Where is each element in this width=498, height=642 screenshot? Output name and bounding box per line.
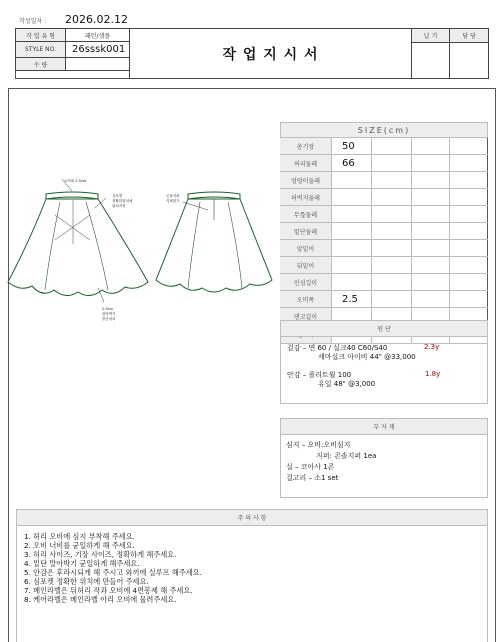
work-type-value: 패턴/샘플 (65, 28, 130, 42)
quantity-value (65, 57, 130, 71)
size-value[interactable] (332, 257, 372, 274)
size-label: 허리둘레 (280, 155, 332, 172)
note-item: 1. 허리 오비에 심지 부착해 주세요. (24, 532, 135, 541)
size-cell[interactable] (412, 172, 450, 189)
note-item: 2. 오비 너비를 균일하게 해 주세요. (24, 541, 135, 550)
size-cell[interactable] (450, 155, 488, 172)
note-item: 6. 심포켓 정확한 위치에 만들어 주세요. (24, 577, 149, 586)
size-title: SIZE(cm) (280, 122, 488, 138)
size-row (280, 189, 488, 206)
fabric-lining-line1: 안감 – 폴리트윌 100 (287, 371, 352, 379)
size-cell[interactable] (372, 274, 412, 291)
size-cell[interactable] (372, 257, 412, 274)
size-value[interactable]: 50 (332, 138, 372, 155)
front-callout-pocket-3: 위치지정 (112, 204, 126, 208)
size-cell[interactable] (412, 155, 450, 172)
size-cell[interactable] (372, 189, 412, 206)
trims-line2: 지퍼: 콘솔지퍼 1ea (316, 452, 377, 460)
fabric-main-qty: 2.3y (424, 343, 440, 351)
note-item: 8. 케어라벨은 메인라벨 아리 오비에 물려주세요. (24, 595, 177, 604)
size-row (280, 274, 488, 291)
front-waistband (46, 192, 98, 199)
front-callout-pocket-1: 심포켓 (112, 194, 123, 198)
size-cell[interactable] (412, 138, 450, 155)
note-item: 3. 허리 사이즈, 기장 사이즈, 정확하게 해주세요. (24, 550, 177, 559)
note-item: 7. 메인라벨은 뒤허리 작과 오비에 4면봉제 해 주세요. (24, 586, 193, 595)
size-cell[interactable] (372, 291, 412, 308)
size-row (280, 206, 488, 223)
size-cell[interactable] (372, 223, 412, 240)
notes-title: 주 의 사 항 (16, 509, 488, 526)
trims-line4: 걸고리 – 소1 set (286, 474, 339, 482)
size-cell[interactable] (450, 257, 488, 274)
size-value[interactable] (332, 274, 372, 291)
size-row (280, 138, 488, 155)
approval-due-stamp[interactable] (411, 42, 450, 79)
size-row (280, 240, 488, 257)
size-cell[interactable] (450, 291, 488, 308)
size-cell[interactable] (412, 240, 450, 257)
size-row (280, 257, 488, 274)
trims-line3: 실 – 코아사 1콘 (286, 463, 335, 471)
size-value[interactable]: 2.5 (332, 291, 372, 308)
size-label: 무릎둘레 (280, 206, 332, 223)
size-cell[interactable] (412, 189, 450, 206)
size-label: 총기장 (280, 138, 332, 155)
size-cell[interactable] (412, 291, 450, 308)
document-title: 작 업 지 시 서 (129, 28, 412, 79)
size-cell[interactable] (372, 240, 412, 257)
size-value[interactable] (332, 240, 372, 257)
style-no-value: 26sssk001 (65, 41, 130, 58)
size-cell[interactable] (450, 189, 488, 206)
size-row (280, 172, 488, 189)
fabric-main-line2: 세마실크 아이비 44" @33,000 (318, 353, 416, 361)
size-value[interactable] (332, 223, 372, 240)
size-cell[interactable] (412, 223, 450, 240)
approval-owner-stamp[interactable] (449, 42, 489, 79)
size-label: 허벅지둘레 (280, 189, 332, 206)
size-cell[interactable] (450, 172, 488, 189)
front-view (8, 192, 148, 296)
size-label: 밑단둘레 (280, 223, 332, 240)
size-value[interactable] (332, 172, 372, 189)
size-cell[interactable] (450, 240, 488, 257)
front-callout-hem-2: 말아박기 (102, 312, 116, 316)
size-row (280, 223, 488, 240)
size-value[interactable]: 66 (332, 155, 372, 172)
size-cell[interactable] (450, 223, 488, 240)
back-callout-zipper-2: 지퍼달기 (166, 199, 180, 203)
front-callout-pocket-2: 정확한위치에 (112, 199, 133, 203)
size-label: 인심길이 (280, 274, 332, 291)
approval-due-label: 납 기 (411, 28, 450, 43)
note-item: 4. 밑단 말아박기 균일하게 해주세요. (24, 559, 140, 568)
size-cell[interactable] (450, 206, 488, 223)
size-label: 오비폭 (280, 291, 332, 308)
size-row (280, 291, 488, 308)
size-cell[interactable] (412, 274, 450, 291)
size-label: 앞밑이 (280, 240, 332, 257)
front-callout-hem-1: 2.5cm (102, 307, 113, 311)
size-cell[interactable] (372, 206, 412, 223)
size-cell[interactable] (450, 274, 488, 291)
back-callout-zipper-1: 콘솔지퍼 (166, 194, 180, 198)
skirt-sketch (0, 160, 278, 330)
front-callout-hem-3: 밑단처리 (102, 317, 116, 321)
back-waistband (188, 192, 240, 199)
size-cell[interactable] (450, 138, 488, 155)
size-row (280, 155, 488, 172)
fabric-lining-line2: 유일 48" @3,000 (318, 380, 376, 388)
trims-line1: 심지 – 오비:오비심지 (286, 441, 351, 449)
style-no-label: STYLE NO. (15, 41, 66, 58)
trims-title: 부 자 재 (280, 418, 488, 435)
quantity-label: 수 량 (15, 57, 66, 71)
back-view (156, 192, 272, 292)
note-item: 5. 안감은 후라시되게 해 주시고 와끼에 실루프 해주세요. (24, 568, 202, 577)
date-label: 작성일자 : (19, 18, 47, 25)
size-label: 뒤밑이 (280, 257, 332, 274)
date-value: 2026.02.12 (65, 13, 128, 26)
size-value[interactable] (332, 206, 372, 223)
size-cell[interactable] (412, 257, 450, 274)
work-type-label: 작 업 유 형 (15, 28, 66, 42)
size-value[interactable] (332, 189, 372, 206)
fabric-lining-qty: 1.8y (425, 370, 441, 378)
approval-owner-label: 담 당 (449, 28, 489, 43)
size-label: 엉덩이둘레 (280, 172, 332, 189)
fabric-main-line1: 겉감 – 면 60 / 실크40 C60/S40 (287, 344, 388, 352)
size-label: 댄고길이 (280, 308, 332, 325)
size-cell[interactable] (372, 138, 412, 155)
size-cell[interactable] (372, 155, 412, 172)
fabric-title: 원 단 (280, 320, 488, 337)
size-cell[interactable] (412, 206, 450, 223)
front-callout-waist: 오비폭 2.5cm (64, 179, 87, 183)
size-cell[interactable] (372, 172, 412, 189)
front-silhouette (8, 199, 148, 296)
